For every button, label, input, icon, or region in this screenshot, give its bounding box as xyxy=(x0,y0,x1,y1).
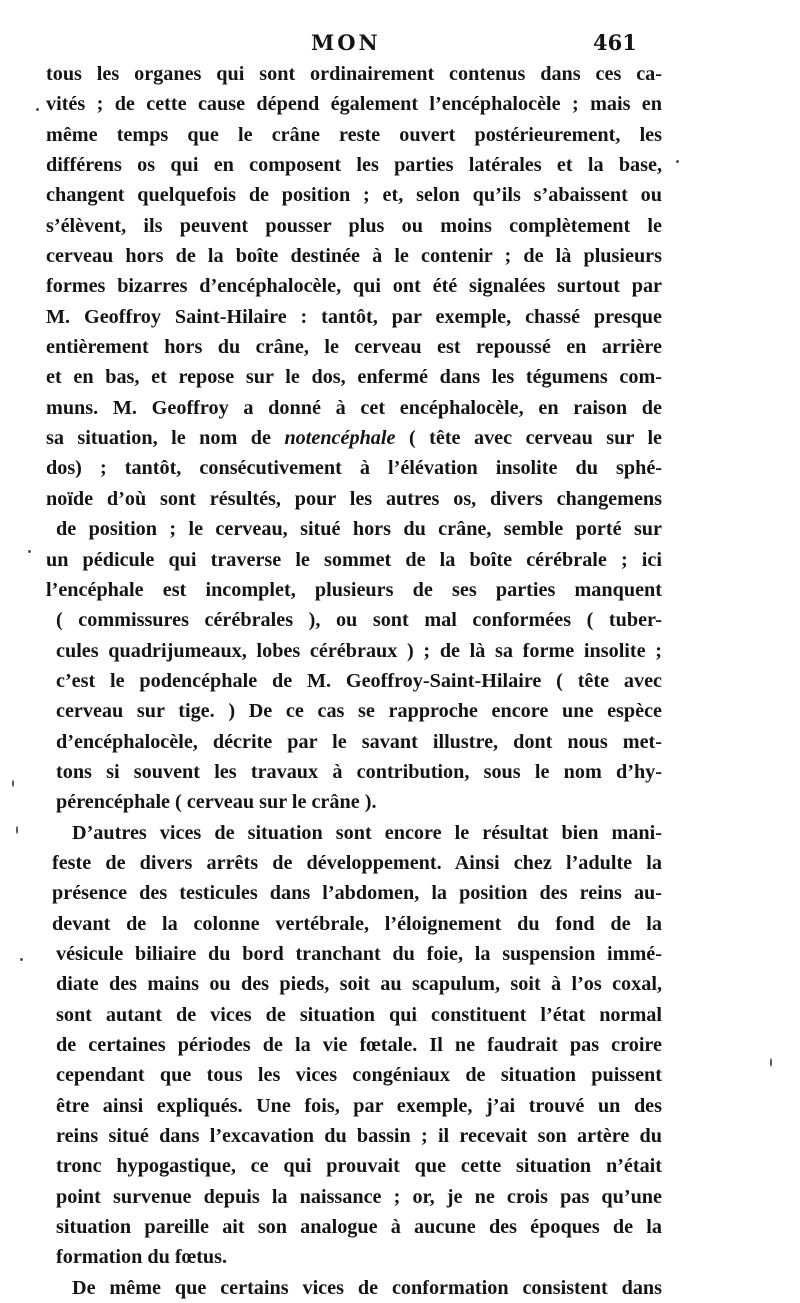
text-line: feste de divers arrêts de développement. Ainsi chez l’adulte la xyxy=(52,851,662,874)
page-number: 461 xyxy=(593,30,637,55)
paper-speck xyxy=(770,1058,772,1067)
text-line: devant de la colonne vertébrale, l’éloignement du fond de la xyxy=(52,912,662,935)
page-header xyxy=(0,30,800,60)
text-line: différens os qui en composent les parties latérales et la base, xyxy=(46,154,662,177)
text-line-with-italic xyxy=(46,423,662,453)
text-line: formes bizarres d’encéphalocèle, qui ont été signalées surtout par xyxy=(46,275,662,298)
text-line: d’encéphalocèle, décrite par le savant illustre, dont nous met- xyxy=(56,730,662,753)
text-line: muns. M. Geoffroy a donné à cet encéphalocèle, en raison de xyxy=(46,396,662,419)
text-line: s’élèvent, ils peuvent pousser plus ou moins complètement le xyxy=(46,214,662,237)
text-line: pérencéphale ( cerveau sur le crâne ). xyxy=(56,791,377,814)
text-line: cependant que tous les vices congéniaux de situation puissent xyxy=(56,1064,662,1087)
paper-speck xyxy=(36,108,39,111)
paragraph-first-line: D’autres vices de situation sont encore le résultat bien mani- xyxy=(72,821,662,844)
paper-speck xyxy=(676,160,679,163)
text-line: de certaines périodes de la vie fœtale. Il ne faudrait pas croire xyxy=(56,1034,662,1056)
text-segment: sa situation, le nom de xyxy=(46,427,271,450)
text-line: dos) ; tantôt, consécutivement à l’élévation insolite du sphé- xyxy=(46,457,662,480)
text-line: être ainsi expliqués. Une fois, par exemple, j’ai trouvé un des xyxy=(56,1094,662,1117)
text-line: un pédicule qui traverse le sommet de la boîte cérébrale ; ici xyxy=(46,548,662,571)
body-text xyxy=(46,59,662,1303)
text-line: formation du fœtus. xyxy=(56,1246,228,1269)
text-line: noïde d’où sont résultés, pour les autres os, divers changemens xyxy=(46,487,662,510)
text-line: même temps que le crâne reste ouvert postérieurement, les xyxy=(46,123,662,146)
text-line: sont autant de vices de situation qui constituent l’état normal xyxy=(56,1003,662,1026)
text-line: changent quelquefois de position ; et, selon qu’ils s’abaissent ou xyxy=(46,184,662,207)
text-line: c’est le podencéphale de M. Geoffroy-Saint-Hilaire ( tête avec xyxy=(56,669,662,692)
running-title: MON xyxy=(311,30,381,55)
text-line: vités ; de cette cause dépend également l’encéphalocèle ; mais en xyxy=(46,93,662,116)
paragraph-first-line: De même que certains vices de conformation consistent dans xyxy=(72,1276,662,1299)
text-line: de position ; le cerveau, situé hors du crâne, semble porté sur xyxy=(56,518,662,541)
text-line: situation pareille ait son analogue à aucune des époques de la xyxy=(56,1216,662,1239)
text-segment: ( tête avec cerveau sur le xyxy=(408,427,662,450)
text-line: vésicule biliaire du bord tranchant du foie, la suspension immé- xyxy=(56,942,662,965)
text-line: diate des mains ou des pieds, soit au scapulum, soit à l’os coxal, xyxy=(56,973,662,996)
italic-term: notencéphale xyxy=(284,427,396,450)
text-line: entièrement hors du crâne, le cerveau est repoussé en arrière xyxy=(46,336,662,359)
text-line: reins situé dans l’excavation du bassin ; il recevait son artère du xyxy=(56,1125,662,1148)
text-line: tous les organes qui sont ordinairement contenus dans ces ca- xyxy=(46,63,662,85)
text-line: tons si souvent les travaux à contribution, sous le nom d’hy- xyxy=(56,760,662,783)
text-line: cerveau sur tige. ) De ce cas se rapproche encore une espèce xyxy=(56,700,662,723)
text-line: cules quadrijumeaux, lobes cérébraux ) ; de là sa forme insolite ; xyxy=(56,639,662,662)
paper-speck xyxy=(20,958,23,961)
text-line: l’encéphale est incomplet, plusieurs de ses parties manquent xyxy=(46,578,662,601)
paper-speck xyxy=(16,826,18,834)
text-line: M. Geoffroy Saint-Hilaire : tantôt, par exemple, chassé presque xyxy=(46,305,662,328)
text-line: et en bas, et repose sur le dos, enfermé dans les tégumens com- xyxy=(46,366,662,389)
text-line: cerveau hors de la boîte destinée à le contenir ; de là plusieurs xyxy=(46,245,662,268)
text-line: présence des testicules dans l’abdomen, la position des reins au- xyxy=(52,882,662,905)
paper-speck xyxy=(12,780,14,787)
paper-speck xyxy=(28,550,31,553)
text-line: point survenue depuis la naissance ; or, je ne crois pas qu’une xyxy=(56,1185,662,1208)
text-line: tronc hypogastique, ce qui prouvait que cette situation n’était xyxy=(56,1155,662,1178)
text-line: ( commissures cérébrales ), ou sont mal conformées ( tuber- xyxy=(56,609,662,632)
